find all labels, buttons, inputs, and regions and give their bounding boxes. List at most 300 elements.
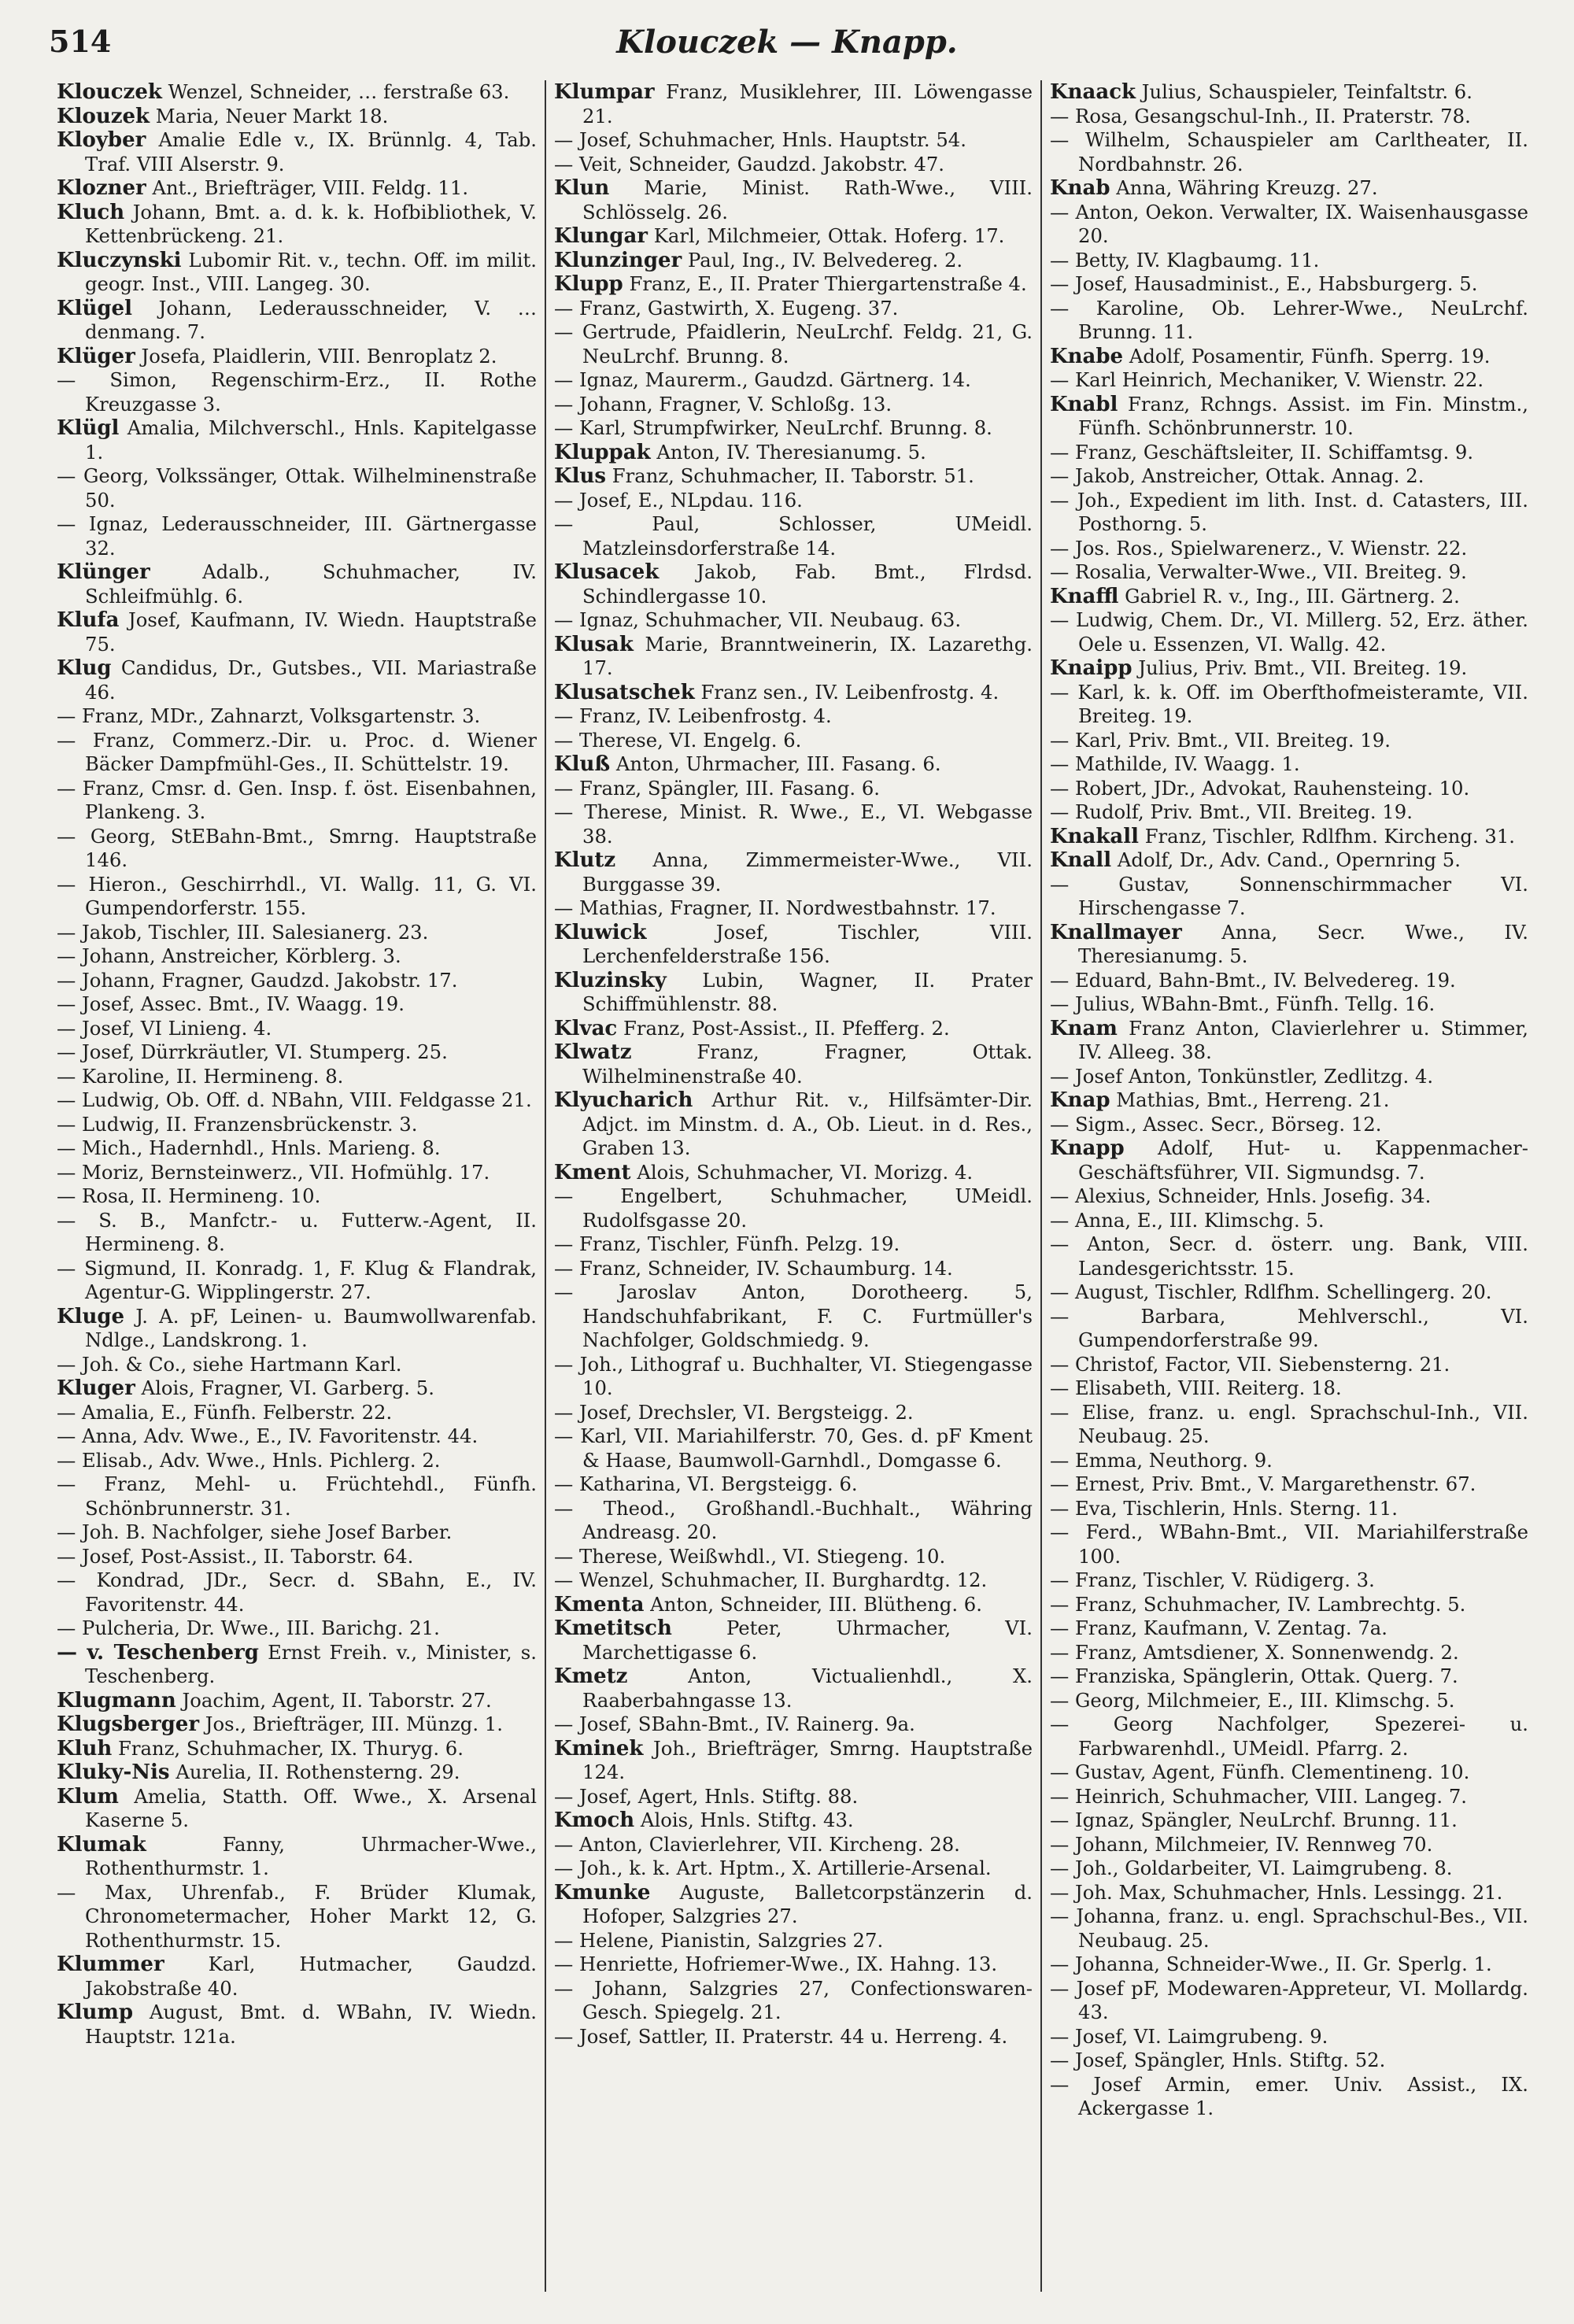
entry-text: — Franz, Spängler, III. Fasang. 6.: [554, 776, 881, 800]
entry-text: — Joh., Goldarbeiter, VI. Laimgrubeng. 8.: [1050, 1857, 1453, 1879]
directory-entry: [554, 608, 1033, 633]
entry-surname: Knab: [1050, 176, 1110, 200]
entry-surname: Kluczynski: [57, 248, 182, 272]
directory-entry: [1050, 2049, 1528, 2073]
entry-text: Arthur Rit. v., Hilfsämter-Dir. Adjct. im Minstm. d. A., Ob. Lieut. in d. Res., Graben 13.: [582, 1088, 1033, 1159]
entry-text: — Johann, Fragner, V. Schloßg. 13.: [554, 392, 892, 416]
entry-text: — Wilhelm, Schauspieler am Carltheater, II. Nordbahnstr. 26.: [1050, 128, 1528, 176]
directory-entry: [57, 969, 537, 993]
directory-entry: [554, 416, 1033, 441]
directory-entry: [57, 1449, 537, 1473]
entry-text: — Josef pF, Modewaren-Appreteur, VI. Mollardg. 43.: [1050, 1976, 1528, 2023]
entry-text: Gabriel R. v., Ing., III. Gärtnerg. 2.: [1125, 584, 1460, 608]
entry-text: — Jos. Ros., Spielwarenerz., V. Wienstr. 22.: [1050, 536, 1468, 560]
directory-entry: [554, 848, 1033, 896]
entry-text: — Josef, Schuhmacher, Hnls. Hauptstr. 54.: [554, 128, 966, 151]
entry-text: — Karl, k. k. Off. im Oberfthofmeisteramte, VII. Breiteg. 19.: [1050, 680, 1528, 727]
directory-entry: [57, 1616, 537, 1641]
entry-text: Amalia, Milchverschl., Hnls. Kapitelgasse 1.: [85, 416, 537, 464]
entry-surname: Klus: [554, 464, 607, 488]
entry-text: — Josef, Spängler, Hnls. Stiftg. 52.: [1050, 2049, 1386, 2071]
directory-entry: [554, 1568, 1033, 1593]
column-3: [1040, 80, 1536, 2292]
entry-surname: Kluß: [554, 752, 611, 776]
directory-entry: [1050, 1497, 1528, 1521]
directory-entry: [1050, 80, 1528, 105]
entry-text: — Karl Heinrich, Mechaniker, V. Wienstr. 22.: [1050, 368, 1484, 391]
entry-text: — Moriz, Bernsteinwerz., VII. Hofmühlg. 17.: [57, 1160, 490, 1184]
directory-entry: [1050, 800, 1528, 825]
directory-entry: [554, 1664, 1033, 1713]
entry-text: — Rosa, Gesangschul-Inh., II. Praterstr. 78.: [1050, 104, 1471, 127]
directory-entry: [1050, 1113, 1528, 1137]
directory-entry: [1050, 537, 1528, 561]
entry-text: — Franz, Geschäftsleiter, II. Schiffamtsg. 9.: [1050, 440, 1474, 464]
directory-entry: [554, 752, 1033, 777]
entry-text: — Franz, MDr., Zahnarzt, Volksgartenstr. 3.: [57, 704, 481, 727]
entry-text: Josef, Tischler, VIII. Lerchenfelderstraße 156.: [582, 920, 1033, 967]
entry-surname: Klusak: [554, 632, 634, 656]
directory-entry: [1050, 345, 1528, 369]
entry-text: — Karoline, II. Hermineng. 8.: [57, 1064, 344, 1088]
entry-text: — Katharina, VI. Bergsteigg. 6.: [554, 1472, 858, 1495]
directory-entry: [554, 393, 1033, 417]
entry-text: — Elise, franz. u. engl. Sprachschul-Inh., VII. Neubaug. 25.: [1050, 1400, 1528, 1447]
entry-text: — Karl, Strumpfwirker, NeuLrchf. Brunng. 8.: [554, 416, 992, 439]
directory-entry: [1050, 1376, 1528, 1401]
entry-text: — Joh., k. k. Art. Hptm., X. Artillerie-Arsenal.: [554, 1857, 992, 1879]
entry-surname: Klünger: [57, 560, 150, 584]
directory-entry: [57, 873, 537, 921]
entry-text: — Franz, Schuhmacher, IV. Lambrechtg. 5.: [1050, 1592, 1466, 1616]
directory-entry: [554, 297, 1033, 321]
directory-entry: [57, 1209, 537, 1257]
entry-text: — Anna, E., III. Klimschg. 5.: [1050, 1208, 1325, 1232]
entry-text: — Barbara, Mehlverschl., VI. Gumpendorferstraße 99.: [1050, 1304, 1528, 1351]
directory-entry: [57, 704, 537, 729]
entry-surname: Knaack: [1050, 80, 1136, 104]
entry-text: — Joh. & Co., siehe Hartmann Karl.: [57, 1352, 402, 1376]
entry-text: — Ludwig, Chem. Dr., VI. Millerg. 52, Erz. äther. Oele u. Essenzen, VI. Wallg. 42.: [1050, 608, 1528, 656]
entry-text: — Heinrich, Schuhmacher, VIII. Langeg. 7.: [1050, 1784, 1468, 1808]
directory-entry: [1050, 992, 1528, 1017]
entry-text: — Josef, SBahn-Bmt., IV. Rainerg. 9a.: [554, 1713, 915, 1735]
directory-entry: [1050, 1017, 1528, 1065]
directory-entry: [1050, 1136, 1528, 1184]
directory-entry: [1050, 1785, 1528, 1809]
directory-entry: [57, 729, 537, 777]
entry-text: — Engelbert, Schuhmacher, UMeidl. Rudolfsgasse 20.: [554, 1184, 1033, 1232]
entry-text: — Gustav, Sonnenschirmmacher VI. Hirschengasse 7.: [1050, 872, 1528, 919]
directory-entry: [1050, 560, 1528, 585]
entry-surname: Klump: [57, 2001, 134, 2024]
entry-text: — Franz, Tischler, V. Rüdigerg. 3.: [1050, 1568, 1375, 1591]
entry-text: — Joh., Expedient im lith. Inst. d. Catasters, III. Posthorng. 5.: [1050, 488, 1528, 535]
entry-surname: Klugsberger: [57, 1713, 200, 1736]
entry-text: — Anton, Secr. d. österr. ung. Bank, VIII. Landesgerichtsstr. 15.: [1050, 1232, 1528, 1280]
directory-entry: [554, 1040, 1033, 1088]
entry-text: Franz, Tischler, Rdlfhm. Kircheng. 31.: [1144, 824, 1516, 848]
directory-entry: [57, 1785, 537, 1833]
entry-text: Wenzel, Schneider, … ferstraße 63.: [168, 80, 510, 103]
entry-text: — Therese, Weißwhdl., VI. Stiegeng. 10.: [554, 1544, 946, 1568]
directory-entry: [57, 105, 537, 129]
directory-entry: [1050, 585, 1528, 609]
entry-text: Adolf, Hut- u. Kappenmacher-Geschäftsführer, VII. Sigmundsg. 7.: [1078, 1136, 1528, 1184]
directory-entry: [1050, 656, 1528, 681]
entry-text: — Franz, Kaufmann, V. Zentag. 7a.: [1050, 1616, 1387, 1639]
directory-entry: [554, 681, 1033, 705]
entry-surname: Klügel: [57, 296, 132, 320]
entry-text: Lubin, Wagner, II. Prater Schiffmühlenstr. 88.: [582, 968, 1033, 1015]
directory-entry: [57, 1257, 537, 1305]
entry-text: — Josef, VI. Laimgrubeng. 9.: [1050, 2024, 1328, 2048]
directory-entry: [554, 1545, 1033, 1569]
directory-entry: [554, 1809, 1033, 1833]
directory-entry: [554, 1737, 1033, 1785]
directory-entry: [554, 80, 1033, 128]
entry-text: — Karoline, Ob. Lehrer-Wwe., NeuLrchf. Brunng. 11.: [1050, 296, 1528, 343]
entry-text: Joh., Briefträger, Smrng. Hauptstraße 124.: [582, 1736, 1033, 1783]
entry-surname: Kmoch: [554, 1809, 635, 1832]
directory-entry: [1050, 1977, 1528, 2025]
entry-surname: Klugmann: [57, 1688, 176, 1713]
entry-surname: Klozner: [57, 176, 146, 200]
entry-text: Anna, Secr. Wwe., IV. Theresianumg. 5.: [1078, 920, 1528, 967]
entry-text: Franz, E., II. Prater Thiergartenstraße 4.: [629, 272, 1027, 295]
entry-text: — Sigm., Assec. Secr., Börseg. 12.: [1050, 1112, 1382, 1136]
directory-entry: [57, 825, 537, 873]
entry-surname: Kluzinsky: [554, 968, 667, 992]
entry-text: — Franz, Schneider, IV. Schaumburg. 14.: [554, 1256, 953, 1280]
directory-entry: [554, 729, 1033, 753]
directory-entry: [554, 153, 1033, 177]
entry-text: — Hieron., Geschirrhdl., VI. Wallg. 11, G. VI. Gumpendorferstr. 155.: [57, 872, 537, 919]
entry-surname: Klunzinger: [554, 248, 682, 272]
entry-text: — Betty, IV. Klagbaumg. 11.: [1050, 248, 1320, 272]
entry-text: — Franz, Commerz.-Dir. u. Proc. d. Wiener Bäcker Dampfmühl-Ges., II. Schüttelstr. 19.: [57, 728, 537, 775]
entry-surname: Knabl: [1050, 392, 1118, 416]
entry-surname: Klouczek: [57, 80, 162, 104]
directory-entry: [554, 2025, 1033, 2049]
directory-entry: [1050, 969, 1528, 993]
directory-entry: [554, 1881, 1033, 1929]
entry-surname: Knap: [1050, 1088, 1110, 1112]
directory-entry: [554, 1184, 1033, 1232]
directory-entry: [554, 1472, 1033, 1497]
directory-entry: [57, 1040, 537, 1065]
entry-surname: Knabe: [1050, 344, 1124, 368]
directory-entry: [1050, 272, 1528, 297]
entry-text: Karl, Hutmacher, Gaudzd. Jakobstraße 40.: [85, 1953, 537, 2000]
entry-text: — Kondrad, JDr., Secr. d. SBahn, E., IV. Favoritenstr. 44.: [57, 1568, 537, 1616]
directory-entry: [1050, 1353, 1528, 1377]
entry-text: Karl, Milchmeier, Ottak. Hoferg. 17.: [653, 224, 1005, 247]
directory-entry: [57, 560, 537, 608]
entry-text: Adolf, Dr., Adv. Cand., Opernring 5.: [1117, 848, 1461, 871]
directory-entry: [1050, 1472, 1528, 1497]
entry-surname: Kloyber: [57, 128, 146, 152]
entry-text: — Jakob, Tischler, III. Salesianerg. 23.: [57, 920, 429, 944]
directory-entry: [1050, 1593, 1528, 1617]
entry-text: — Georg, StEBahn-Bmt., Smrng. Hauptstraße 146.: [57, 824, 537, 871]
entry-surname: Klutz: [554, 848, 616, 872]
directory-entry: [554, 272, 1033, 297]
entry-text: — Gustav, Agent, Fünfh. Clementineng. 10.: [1050, 1761, 1470, 1783]
entry-text: Franz sen., IV. Leibenfrostg. 4.: [700, 680, 999, 704]
entry-text: — Mich., Hadernhdl., Hnls. Marieng. 8.: [57, 1136, 441, 1159]
entry-text: Joachim, Agent, II. Taborstr. 27.: [182, 1688, 492, 1712]
entry-text: — Ignaz, Lederausschneider, III. Gärtnergasse 32.: [57, 512, 537, 560]
entry-text: — Johann, Salzgries 27, Confectionswaren-Gesch. Spiegelg. 21.: [554, 1976, 1033, 2023]
entry-text: — Josef, Assec. Bmt., IV. Waagg. 19.: [57, 992, 405, 1015]
entry-surname: Klumpar: [554, 80, 655, 104]
directory-entry: [554, 1713, 1033, 1737]
entry-text: — Ludwig, Ob. Off. d. NBahn, VIII. Feldgasse 21.: [57, 1088, 532, 1111]
directory-entry: [554, 560, 1033, 608]
entry-text: — Emma, Neuthorg. 9.: [1050, 1448, 1273, 1472]
directory-entry: [1050, 2073, 1528, 2121]
directory-entry: [1050, 368, 1528, 393]
entry-text: — Johann, Milchmeier, IV. Rennweg 70.: [1050, 1832, 1433, 1856]
directory-entry: [554, 1017, 1033, 1041]
entry-text: — Franz, Tischler, Fünfh. Pelzg. 19.: [554, 1232, 900, 1255]
entry-text: — Mathilde, IV. Waagg. 1.: [1050, 752, 1300, 775]
entry-text: — Eduard, Bahn-Bmt., IV. Belvedereg. 19.: [1050, 968, 1456, 992]
entry-text: Amelia, Statth. Off. Wwe., X. Arsenal Kaserne 5.: [85, 1784, 537, 1831]
entry-text: Franz, Post-Assist., II. Pfefferg. 2.: [623, 1016, 950, 1040]
directory-entry: [554, 1616, 1033, 1664]
entry-surname: Kluch: [57, 200, 125, 224]
entry-text: Josef, Kaufmann, IV. Wiedn. Hauptstraße 75.: [85, 608, 537, 656]
columns: [49, 80, 1536, 2292]
directory-entry: [57, 249, 537, 297]
entry-text: — Johann, Anstreicher, Körblerg. 3.: [57, 944, 401, 967]
entry-surname: Klun: [554, 176, 610, 200]
entry-text: Josefa, Plaidlerin, VIII. Benroplatz 2.: [141, 344, 497, 368]
entry-text: — Ferd., WBahn-Bmt., VII. Mariahilferstraße 100.: [1050, 1520, 1528, 1568]
directory-entry: [57, 1184, 537, 1209]
entry-text: — Franz, Amtsdiener, X. Sonnenwendg. 2.: [1050, 1640, 1459, 1664]
directory-entry: [57, 1689, 537, 1713]
directory-entry: [1050, 777, 1528, 801]
directory-entry: [554, 368, 1033, 393]
entry-text: — Gertrude, Pfaidlerin, NeuLrchf. Feldg. 21, G. NeuLrchf. Brunng. 8.: [554, 320, 1033, 368]
entry-text: — Josef Anton, Tonkünstler, Zedlitzg. 4.: [1050, 1064, 1434, 1088]
entry-surname: Knallmayer: [1050, 920, 1182, 944]
directory-entry: [554, 489, 1033, 513]
entry-text: Franz, Rchngs. Assist. im Fin. Minstm., Fünfh. Schönbrunnerstr. 10.: [1078, 392, 1528, 439]
directory-entry: [1050, 2025, 1528, 2049]
entry-surname: Klufa: [57, 608, 120, 632]
entry-text: — Alexius, Schneider, Hnls. Josefig. 34.: [1050, 1184, 1432, 1207]
entry-surname: Kmetitsch: [554, 1616, 672, 1640]
entry-text: — Wenzel, Schuhmacher, II. Burghardtg. 12.: [554, 1568, 988, 1591]
directory-entry: [1050, 489, 1528, 537]
directory-entry: [554, 441, 1033, 465]
entry-text: Candidus, Dr., Gutsbes., VII. Mariastraße 46.: [85, 656, 537, 704]
directory-entry: [1050, 1449, 1528, 1473]
directory-entry: [57, 368, 537, 416]
entry-text: — Josef, Sattler, II. Praterstr. 44 u. Herreng. 4.: [554, 2024, 1008, 2048]
entry-text: — Elisab., Adv. Wwe., Hnls. Pichlerg. 2.: [57, 1448, 441, 1472]
entry-text: — Anton, Clavierlehrer, VII. Kircheng. 28.: [554, 1832, 960, 1856]
directory-entry: [57, 1305, 537, 1353]
directory-entry: [1050, 249, 1528, 273]
directory-entry: [1050, 681, 1528, 729]
entry-surname: Knaffl: [1050, 584, 1119, 608]
entry-text: Franz, Fragner, Ottak. Wilhelminenstraße 40.: [582, 1040, 1033, 1088]
directory-entry: [554, 1257, 1033, 1281]
entry-surname: Kminek: [554, 1736, 644, 1761]
directory-entry: [57, 992, 537, 1017]
entry-text: — Johann, Fragner, Gaudzd. Jakobstr. 17.: [57, 968, 458, 992]
directory-entry: [1050, 1761, 1528, 1785]
entry-text: Alois, Hnls. Stiftg. 43.: [640, 1809, 854, 1831]
directory-entry: [1050, 105, 1528, 129]
directory-entry: [57, 1641, 537, 1689]
entry-surname: Knapp: [1050, 1136, 1125, 1160]
directory-entry: [57, 1472, 537, 1520]
entry-text: Julius, Priv. Bmt., VII. Breiteg. 19.: [1138, 656, 1468, 679]
directory-entry: [1050, 393, 1528, 441]
column-2: [545, 80, 1040, 2292]
entry-text: — Josef, E., NLpdau. 116.: [554, 488, 803, 512]
directory-entry: [554, 512, 1033, 560]
entry-text: — Mathias, Fragner, II. Nordwestbahnstr. 17.: [554, 896, 996, 919]
entry-text: — Josef, Drechsler, VI. Bergsteigg. 2.: [554, 1400, 914, 1424]
entry-surname: Kluge: [57, 1304, 125, 1328]
entry-text: Lubomir Rit. v., techn. Off. im milit. geogr. Inst., VIII. Langeg. 30.: [85, 248, 537, 295]
entry-text: — Henriette, Hofriemer-Wwe., IX. Hahng. 13.: [554, 1953, 998, 1975]
entry-text: — Sigmund, II. Konradg. 1, F. Klug & Flandrak, Agentur-G. Wipplingerstr. 27.: [57, 1256, 537, 1303]
directory-entry: [554, 1593, 1033, 1617]
directory-entry: [554, 249, 1033, 273]
entry-text: — Simon, Regenschirm-Erz., II. Rothe Kreuzgasse 3.: [57, 368, 537, 416]
directory-entry: [554, 1785, 1033, 1809]
entry-text: Ernst Freih. v., Minister, s. Teschenberg.: [85, 1640, 537, 1687]
entry-text: J. A. pF, Leinen- u. Baumwollwarenfab. Ndlge., Landskrong. 1.: [85, 1304, 537, 1351]
directory-entry: [554, 1497, 1033, 1545]
entry-text: — Elisabeth, VIII. Reiterg. 18.: [1050, 1376, 1342, 1399]
entry-text: Ant., Briefträger, VIII. Feldg. 11.: [152, 176, 469, 199]
entry-text: — Franz, Gastwirth, X. Eugeng. 37.: [554, 296, 899, 320]
directory-entry: [1050, 1689, 1528, 1713]
entry-surname: Klügl: [57, 416, 120, 440]
directory-entry: [1050, 848, 1528, 873]
entry-text: — Ignaz, Spängler, NeuLrchf. Brunng. 11.: [1050, 1809, 1458, 1831]
directory-entry: [1050, 1905, 1528, 1953]
entry-text: — Anton, Oekon. Verwalter, IX. Waisenhausgasse 20.: [1050, 200, 1528, 247]
directory-entry: [57, 1136, 537, 1161]
entry-text: Jos., Briefträger, III. Münzg. 1.: [205, 1713, 503, 1735]
entry-text: — Ignaz, Schuhmacher, VII. Neubaug. 63.: [554, 608, 962, 631]
directory-entry: [1050, 729, 1528, 753]
directory-entry: [1050, 128, 1528, 176]
directory-entry: [57, 1568, 537, 1616]
entry-text: Maria, Neuer Markt 18.: [155, 104, 389, 127]
entry-text: Julius, Schauspieler, Teinfaltstr. 6.: [1141, 80, 1472, 103]
directory-entry: [57, 345, 537, 369]
directory-entry: [1050, 873, 1528, 921]
entry-text: — Ernest, Priv. Bmt., V. Margarethenstr. 67.: [1050, 1472, 1476, 1495]
entry-text: Johann, Bmt. a. d. k. k. Hofbibliothek, V. Kettenbrückeng. 21.: [85, 200, 537, 247]
entry-text: Alois, Fragner, VI. Garberg. 5.: [141, 1376, 434, 1399]
directory-entry: [57, 297, 537, 345]
entry-text: — August, Tischler, Rdlfhm. Schellingerg. 20.: [1050, 1280, 1492, 1303]
entry-text: Peter, Uhrmacher, VI. Marchettigasse 6.: [582, 1616, 1033, 1664]
directory-entry: [57, 1833, 537, 1881]
entry-surname: Klüger: [57, 344, 135, 368]
directory-entry: [554, 128, 1033, 153]
entry-text: — Josef, VI Linieng. 4.: [57, 1016, 272, 1040]
directory-entry: [1050, 608, 1528, 656]
directory-entry: [554, 224, 1033, 249]
entry-surname: Klusacek: [554, 560, 660, 584]
directory-entry: [554, 176, 1033, 224]
entry-text: Anton, Uhrmacher, III. Fasang. 6.: [615, 752, 941, 775]
entry-text: — Theod., Großhandl.-Buchhalt., Währing Andreasg. 20.: [554, 1496, 1033, 1543]
entry-surname: Kluwick: [554, 920, 647, 944]
directory-entry: [57, 1761, 537, 1785]
running-head: Klouczek — Knapp.: [616, 24, 958, 61]
directory-entry: [554, 1929, 1033, 1953]
directory-entry: [554, 704, 1033, 729]
entry-surname: Klum: [57, 1784, 119, 1809]
directory-entry: [1050, 1280, 1528, 1305]
entry-surname: Klungar: [554, 224, 648, 248]
entry-text: — Veit, Schneider, Gaudzd. Jakobstr. 47.: [554, 152, 945, 176]
entry-text: — Joh. B. Nachfolger, siehe Josef Barber.: [57, 1520, 453, 1543]
entry-text: — Christof, Factor, VII. Siebensterng. 21.: [1050, 1352, 1450, 1376]
entry-text: Auguste, Balletcorpstänzerin d. Hofoper, Salzgries 27.: [582, 1880, 1033, 1927]
entry-text: — Jakob, Anstreicher, Ottak. Annag. 2.: [1050, 464, 1424, 487]
entry-text: Anton, IV. Theresianumg. 5.: [656, 440, 926, 464]
column-1: [49, 80, 545, 2292]
entry-surname: Klug: [57, 656, 112, 680]
directory-entry: [57, 1113, 537, 1137]
entry-text: — Joh. Max, Schuhmacher, Hnls. Lessingg. 21.: [1050, 1880, 1503, 1904]
entry-text: — Ignaz, Maurerm., Gaudzd. Gärtnerg. 14.: [554, 368, 971, 391]
directory-entry: [554, 1833, 1033, 1857]
entry-surname: Knakall: [1050, 824, 1139, 848]
entry-text: — Eva, Tischlerin, Hnls. Sterng. 11.: [1050, 1496, 1398, 1520]
entry-text: — Paul, Schlosser, UMeidl. Matzleinsdorferstraße 14.: [554, 512, 1033, 560]
entry-text: — Johanna, franz. u. engl. Sprachschul-Bes., VII. Neubaug. 25.: [1050, 1905, 1528, 1952]
entry-text: — Therese, VI. Engelg. 6.: [554, 728, 802, 752]
entry-text: — Pulcheria, Dr. Wwe., III. Barichg. 21.: [57, 1616, 440, 1639]
entry-text: Fanny, Uhrmacher-Wwe., Rothenthurmstr. 1.: [85, 1832, 537, 1879]
entry-text: Paul, Ing., IV. Belvedereg. 2.: [687, 248, 963, 272]
directory-entry: [554, 1280, 1033, 1353]
entry-text: — Franz, Mehl- u. Früchtehdl., Fünfh. Schönbrunnerstr. 31.: [57, 1472, 537, 1520]
directory-entry: [57, 1353, 537, 1377]
directory-entry: [554, 921, 1033, 969]
entry-text: Alois, Schuhmacher, VI. Morizg. 4.: [637, 1160, 974, 1184]
directory-entry: [1050, 1664, 1528, 1689]
entry-text: Mathias, Bmt., Herreng. 21.: [1116, 1088, 1390, 1111]
entry-text: — Georg, Milchmeier, E., III. Klimschg. 5.: [1050, 1688, 1455, 1712]
entry-text: Franz Anton, Clavierlehrer u. Stimmer, IV. Alleeg. 38.: [1078, 1016, 1528, 1063]
entry-text: — Karl, Priv. Bmt., VII. Breiteg. 19.: [1050, 728, 1391, 752]
directory-entry: [57, 1713, 537, 1737]
directory-entry: [57, 656, 537, 704]
directory-entry: [554, 1353, 1033, 1401]
entry-surname: Klouzek: [57, 104, 150, 128]
entry-text: — Josef, Dürrkräutler, VI. Stumperg. 25.: [57, 1040, 448, 1063]
entry-text: — Jaroslav Anton, Dorotheerg. 5, Handschuhfabrikant, F. C. Furtmüller's Nachfolger, Goldschmiedg. 9.: [554, 1280, 1033, 1351]
entry-surname: Klupp: [554, 272, 623, 296]
